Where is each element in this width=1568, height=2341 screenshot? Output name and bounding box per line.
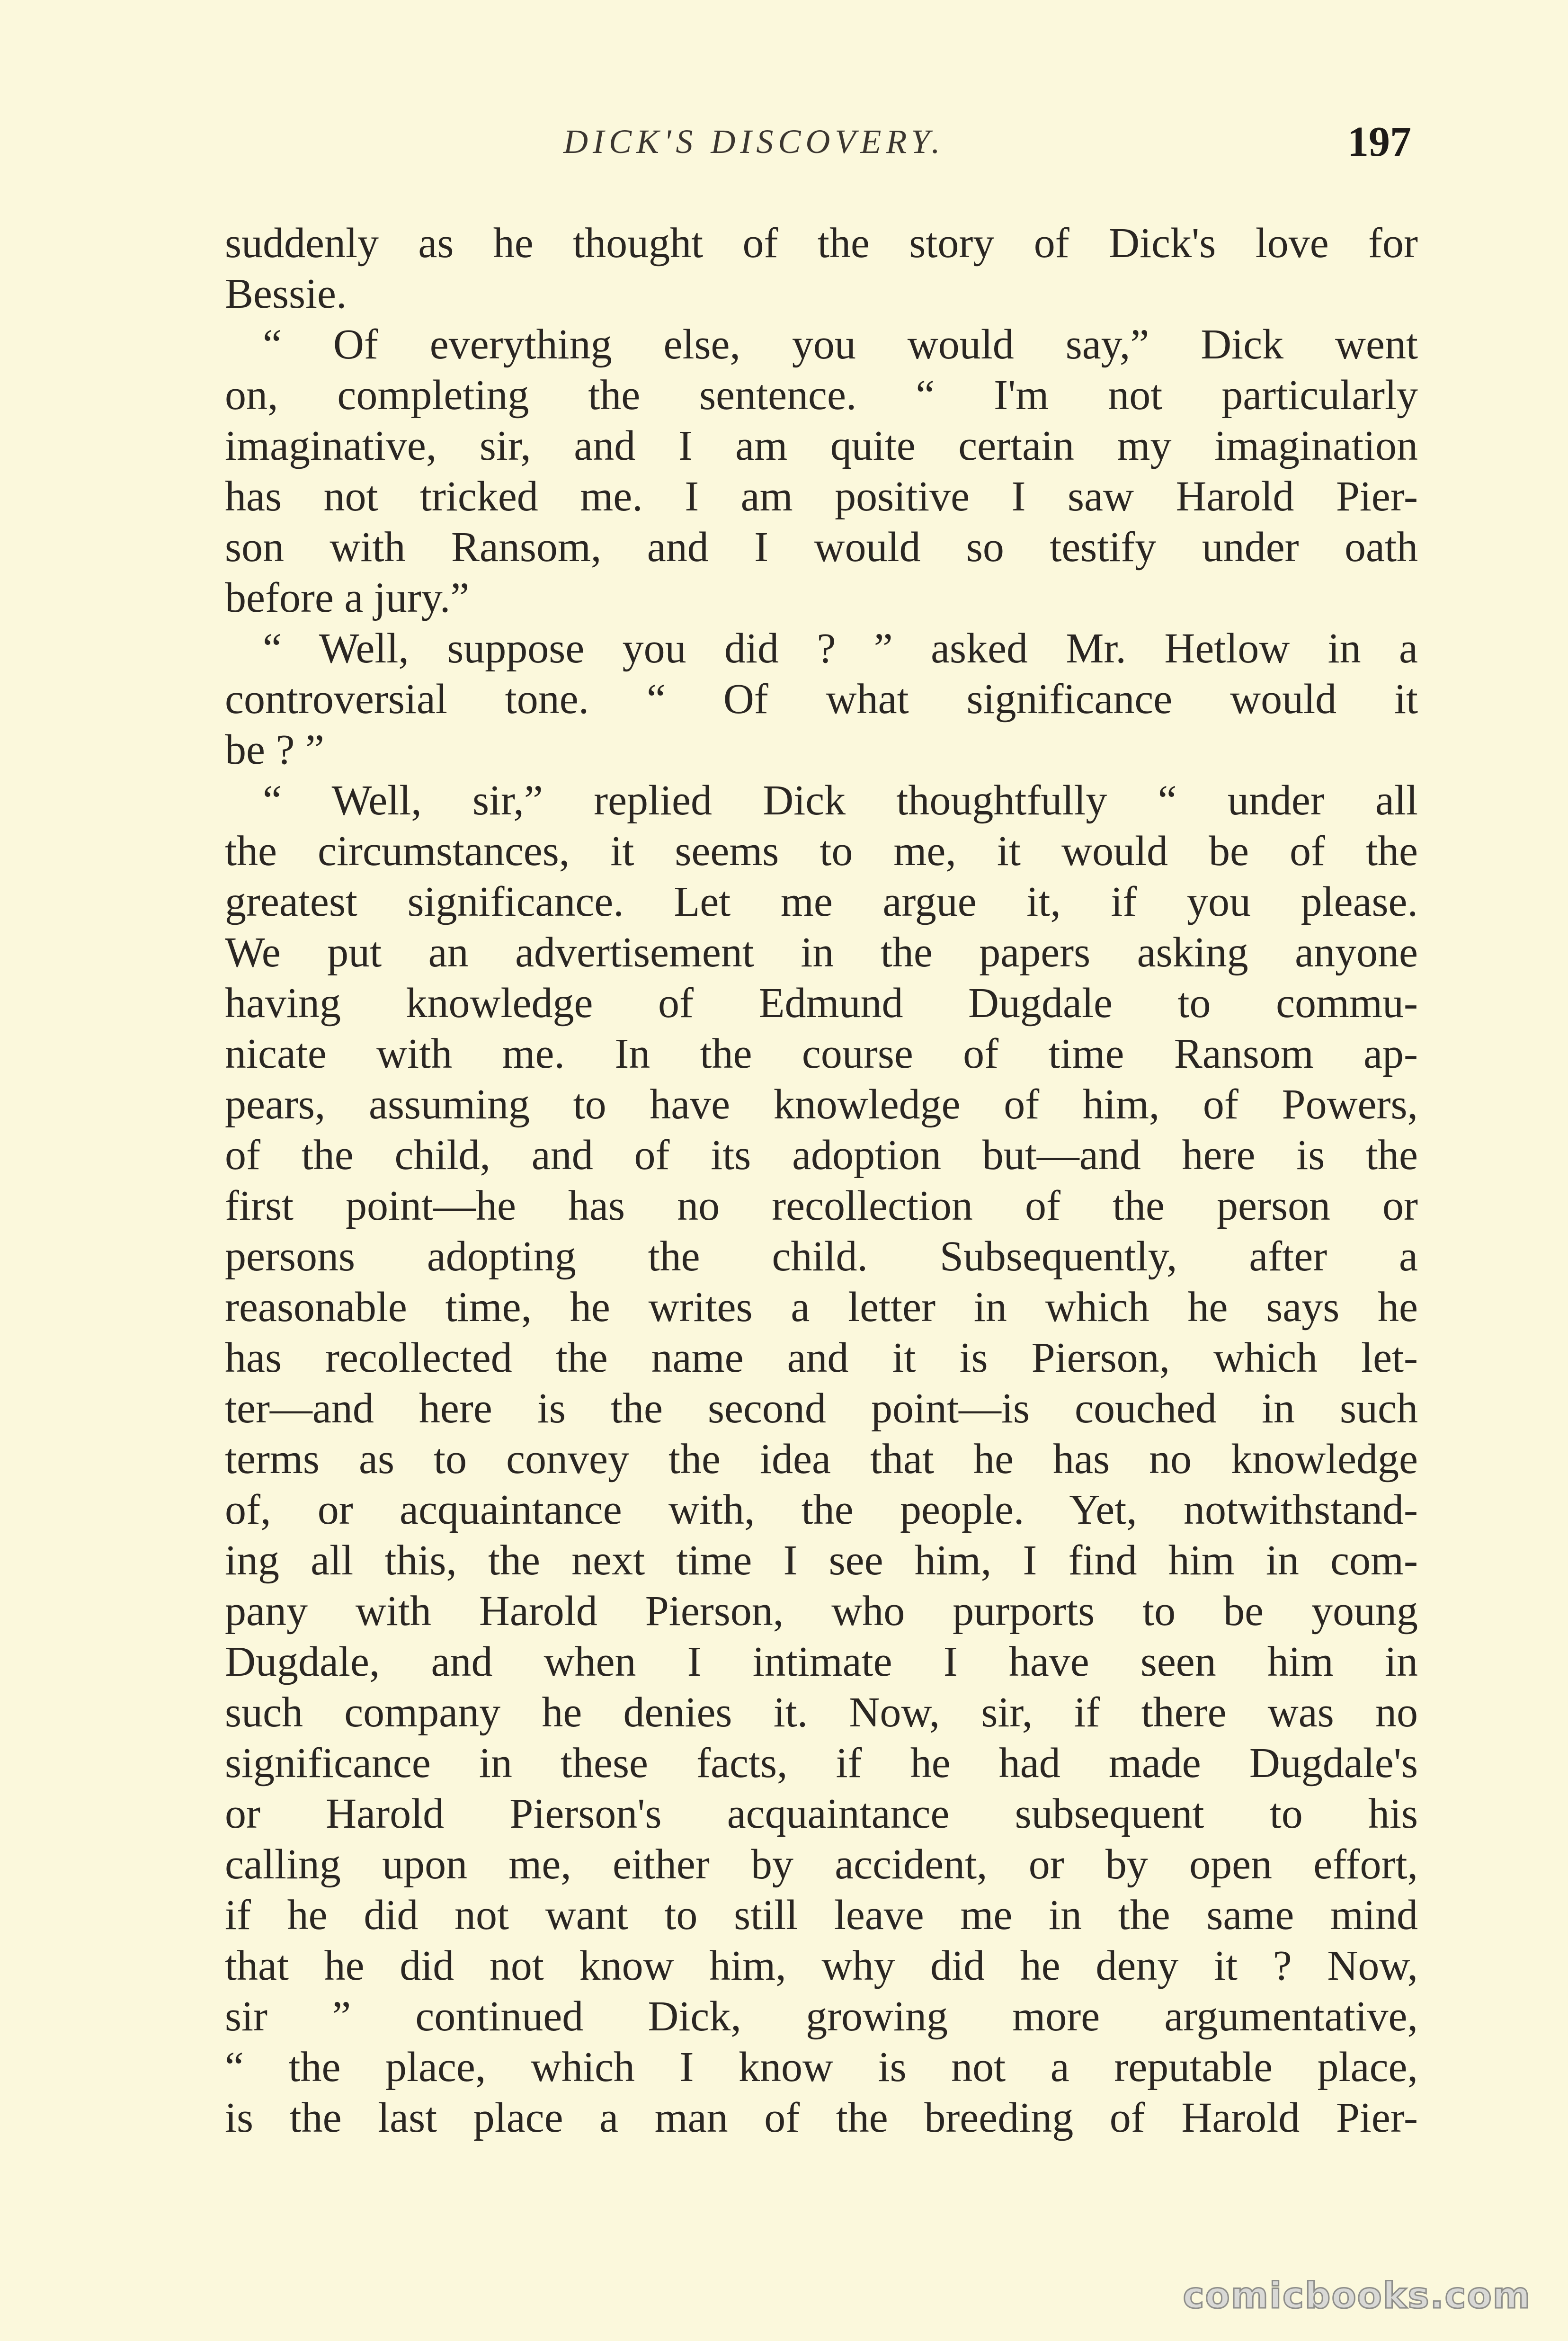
text-line: sir ” continued Dick, growing more argumentative, xyxy=(225,1993,1418,2040)
text-line: imaginative, sir, and I am quite certain my imagination xyxy=(225,422,1418,469)
running-title: DICK'S DISCOVERY. xyxy=(563,123,945,161)
text-line: persons adopting the child. Subsequently, after a xyxy=(225,1233,1418,1280)
text-line: pany with Harold Pierson, who purports to be young xyxy=(225,1588,1418,1635)
text-line: be ? ” xyxy=(225,726,324,773)
text-line: has recollected the name and it is Pierson, which let- xyxy=(225,1334,1418,1381)
text-line: controversial tone. “ Of what significance would it xyxy=(225,676,1418,723)
watermark-logo: comicbooks.com xyxy=(1183,2274,1531,2316)
text-line: Bessie. xyxy=(225,270,347,317)
text-line: calling upon me, either by accident, or by open effort, xyxy=(225,1841,1418,1888)
text-line: suddenly as he thought of the story of Dick's love for xyxy=(225,220,1418,267)
text-line: or Harold Pierson's acquaintance subsequent to his xyxy=(225,1790,1418,1837)
text-line: We put an advertisement in the papers asking anyone xyxy=(225,929,1418,976)
text-line: of the child, and of its adoption but—and here is the xyxy=(225,1132,1418,1179)
text-line: greatest significance. Let me argue it, if you please. xyxy=(225,878,1418,925)
text-line: reasonable time, he writes a letter in which he says he xyxy=(225,1284,1418,1331)
text-line: “ Of everything else, you would say,” Dick went xyxy=(263,321,1418,368)
text-line: Dugdale, and when I intimate I have seen him in xyxy=(225,1638,1418,1685)
text-line: the circumstances, it seems to me, it would be of the xyxy=(225,828,1418,875)
text-line: “ the place, which I know is not a reputable place, xyxy=(225,2044,1418,2091)
page-number: 197 xyxy=(1347,118,1411,165)
text-line: of, or acquaintance with, the people. Yet, notwithstand- xyxy=(225,1486,1418,1533)
text-line: significance in these facts, if he had made Dugdale's xyxy=(225,1740,1418,1787)
text-line: pears, assuming to have knowledge of him, of Powers, xyxy=(225,1081,1418,1128)
text-line: ing all this, the next time I see him, I find him in com- xyxy=(225,1537,1418,1584)
text-line: ter—and here is the second point—is couched in such xyxy=(225,1385,1418,1432)
body-text xyxy=(225,218,1418,2143)
text-line: such company he denies it. Now, sir, if there was no xyxy=(225,1689,1418,1736)
text-line: before a jury.” xyxy=(225,574,470,621)
text-line: terms as to convey the idea that he has no knowledge xyxy=(225,1436,1418,1483)
text-line: on, completing the sentence. “ I'm not particularly xyxy=(225,372,1418,419)
text-line: is the last place a man of the breeding of Harold Pier- xyxy=(225,2094,1418,2141)
text-line: that he did not know him, why did he deny it ? Now, xyxy=(225,1942,1418,1989)
text-line: “ Well, suppose you did ? ” asked Mr. Hetlow in a xyxy=(263,625,1418,672)
text-line: nicate with me. In the course of time Ransom ap- xyxy=(225,1030,1418,1077)
text-line: has not tricked me. I am positive I saw Harold Pier- xyxy=(225,473,1418,520)
text-line: if he did not want to still leave me in the same mind xyxy=(225,1892,1418,1939)
text-line: “ Well, sir,” replied Dick thoughtfully “ under all xyxy=(263,777,1418,824)
text-line: son with Ransom, and I would so testify under oath xyxy=(225,524,1418,571)
text-line: first point—he has no recollection of the person or xyxy=(225,1182,1418,1229)
text-line: having knowledge of Edmund Dugdale to commu- xyxy=(225,980,1418,1027)
